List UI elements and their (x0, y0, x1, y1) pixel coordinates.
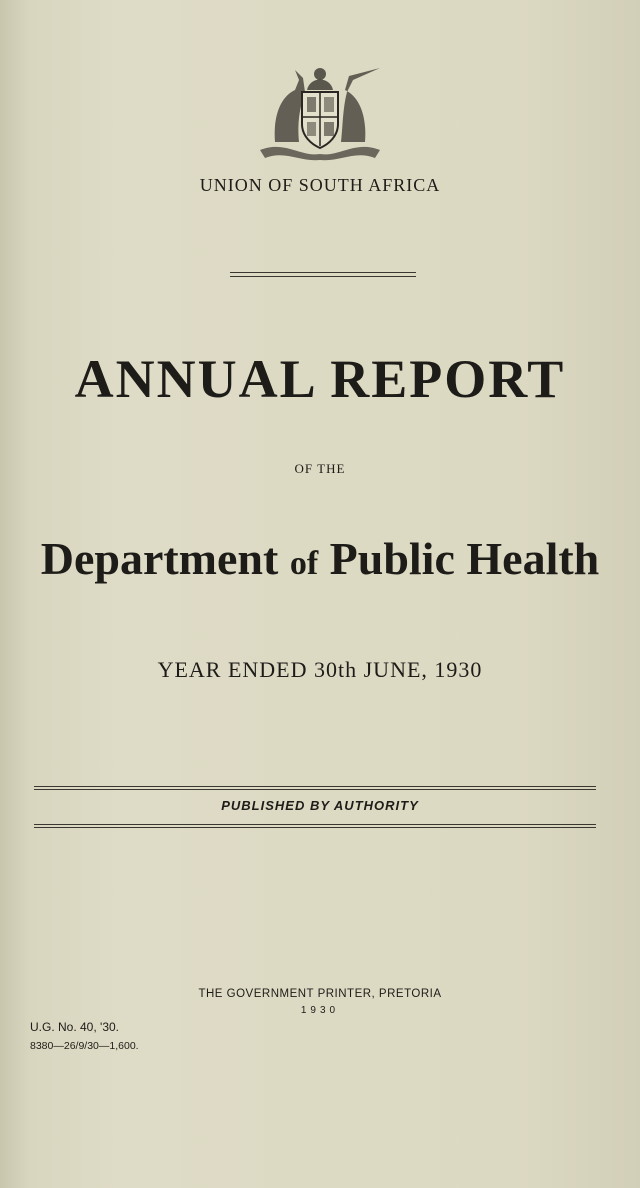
divider-top (230, 272, 416, 273)
report-title: ANNUAL REPORT (74, 349, 566, 409)
coat-of-arms-icon (255, 62, 385, 162)
divider-authority-top (34, 786, 596, 790)
printer-year: 1930 (300, 1005, 340, 1016)
department-word: Department (40, 533, 279, 584)
of-the-label: OF THE (294, 461, 346, 476)
ug-number: U.G. No. 40, '30. (30, 1020, 119, 1034)
department-name (0, 532, 640, 585)
divider-authority-bottom (34, 824, 596, 828)
published-by-authority: PUBLISHED BY AUTHORITY (221, 798, 419, 813)
department-public-health: Public Health (329, 533, 600, 584)
country-name: UNION OF SOUTH AFRICA (199, 175, 441, 195)
year-ended-line: YEAR ENDED 30th JUNE, 1930 (157, 657, 483, 682)
printer-line: THE GOVERNMENT PRINTER, PRETORIA (198, 988, 442, 1000)
department-of: of (289, 545, 319, 582)
divider-top-second (230, 276, 416, 277)
print-code: 8380—26/9/30—1,600. (30, 1040, 139, 1052)
